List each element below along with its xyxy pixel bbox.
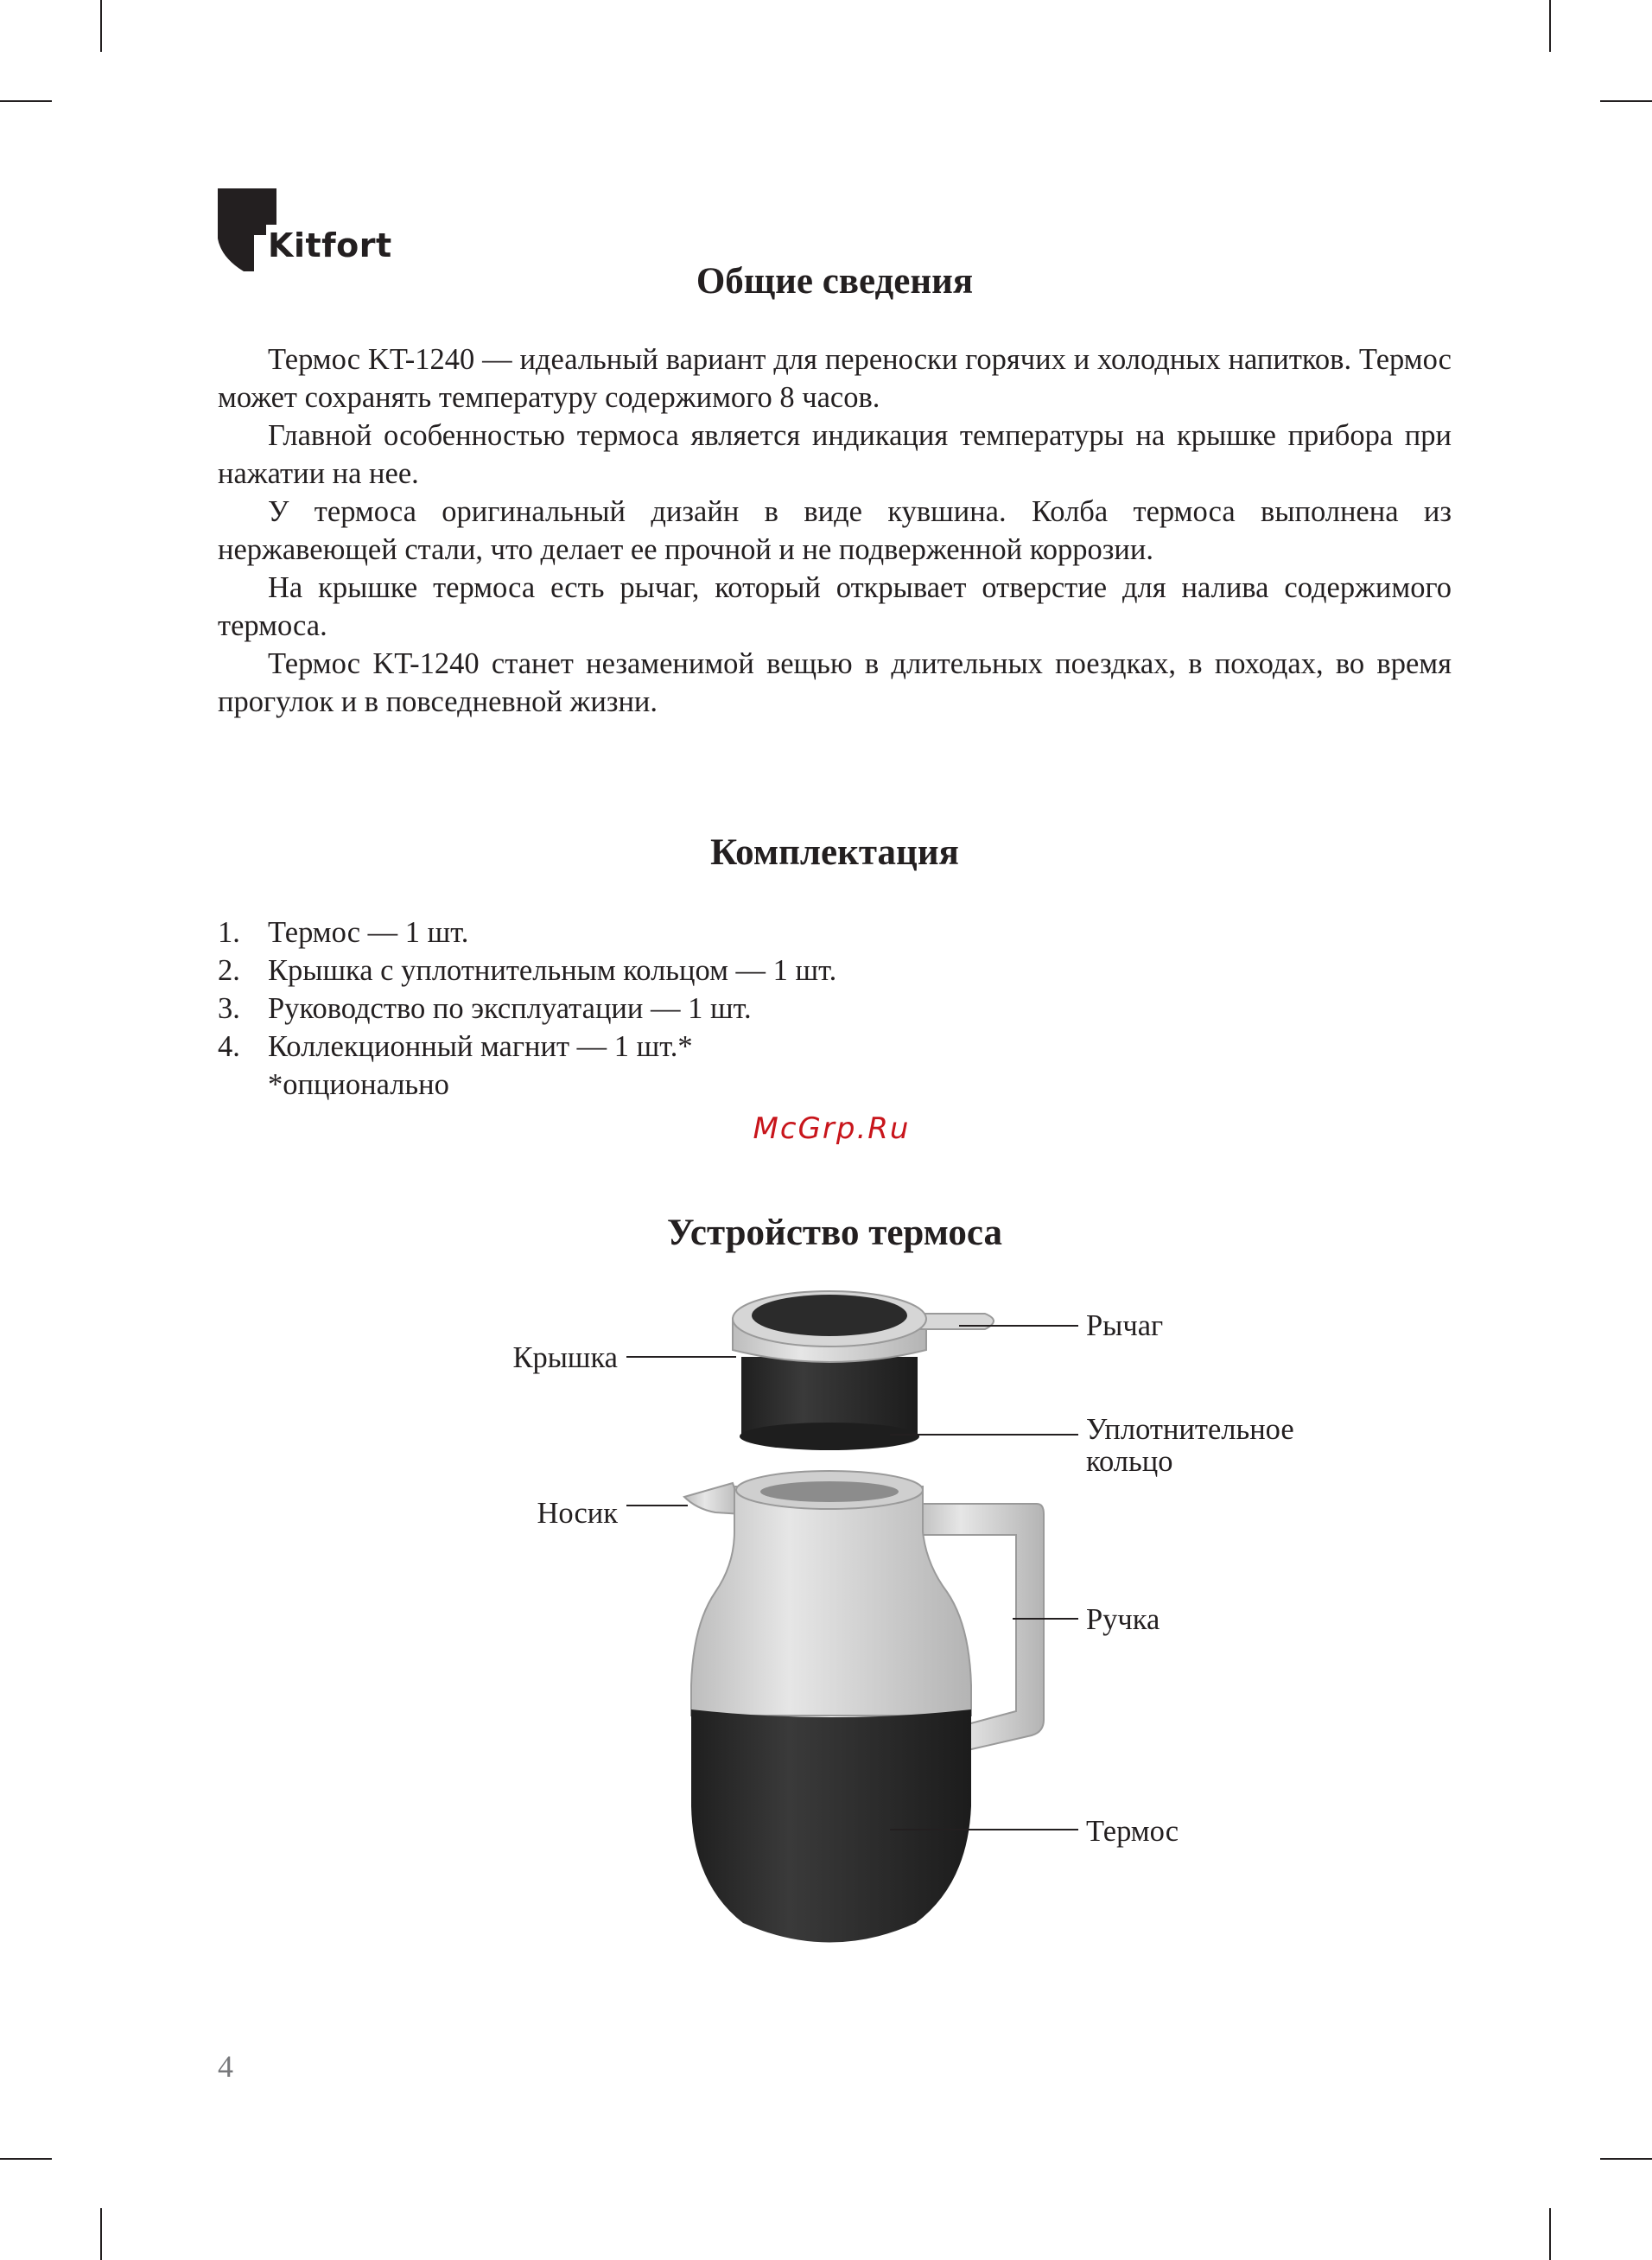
section-title-kit: Комплектация	[710, 832, 959, 873]
paragraph: Термос KT-1240 станет незаменимой вещью в длительных поездках, в походах, во время прогулок и в повседневной жизни.	[218, 647, 1452, 718]
label-lid: Крышка	[512, 1341, 618, 1374]
crop-mark	[0, 100, 52, 102]
thermos-diagram	[484, 1279, 1348, 1970]
crop-mark	[1549, 0, 1551, 52]
paragraph: Главной особенностью термоса является индикация температуры на крышке прибора при нажатии на нее.	[218, 419, 1452, 490]
crop-mark	[1600, 100, 1652, 102]
list-text: Руководство по эксплуатации — 1 шт.	[268, 992, 752, 1025]
crop-mark	[0, 2158, 52, 2160]
list-item	[218, 1028, 1255, 1066]
thermos-body-icon	[684, 1471, 1044, 1943]
crop-mark	[100, 0, 102, 52]
crop-mark	[1600, 2158, 1652, 2160]
list-item	[218, 914, 1255, 952]
paragraph: У термоса оригинальный дизайн в виде кувшина. Колба термоса выполнена из нержавеющей стали, что делает ее прочной и не подверженной коррозии.	[218, 495, 1452, 566]
list-number: 4.	[218, 1030, 240, 1063]
list-number: 3.	[218, 992, 240, 1025]
crop-mark	[1549, 2208, 1551, 2260]
thermos-lid-icon	[733, 1291, 994, 1450]
label-body: Термос	[1086, 1815, 1179, 1848]
kit-list	[218, 914, 1255, 1066]
list-text: Термос — 1 шт.	[268, 916, 469, 949]
crop-mark	[100, 2208, 102, 2260]
paragraph: На крышке термоса есть рычаг, который открывает отверстие для налива содержимого термоса.	[218, 571, 1452, 642]
section-title-general: Общие сведения	[696, 261, 974, 302]
brand-name: Kitfort	[268, 226, 392, 264]
paragraph: Термос KT-1240 — идеальный вариант для переноски горячих и холодных напитков. Термос может сохранять температуру содержимого 8 часов.	[218, 343, 1452, 414]
list-number: 1.	[218, 916, 240, 949]
list-text: Коллекционный магнит — 1 шт.*	[268, 1030, 693, 1063]
general-description	[218, 341, 1452, 721]
label-seal-line1: Уплотнительное	[1086, 1413, 1294, 1446]
list-number: 2.	[218, 954, 240, 987]
section-title-device: Устройство термоса	[666, 1213, 1003, 1253]
label-seal-line2: кольцо	[1086, 1445, 1173, 1478]
label-lever: Рычаг	[1086, 1309, 1164, 1342]
kit-footnote: *опционально	[268, 1068, 449, 1101]
list-text: Крышка с уплотнительным кольцом — 1 шт.	[268, 954, 837, 987]
label-handle: Ручка	[1086, 1603, 1160, 1636]
page-number: 4	[218, 2049, 233, 2084]
label-spout: Носик	[537, 1497, 618, 1530]
watermark: McGrp.Ru	[753, 1111, 911, 1146]
list-item	[218, 990, 1255, 1028]
list-item	[218, 952, 1255, 990]
